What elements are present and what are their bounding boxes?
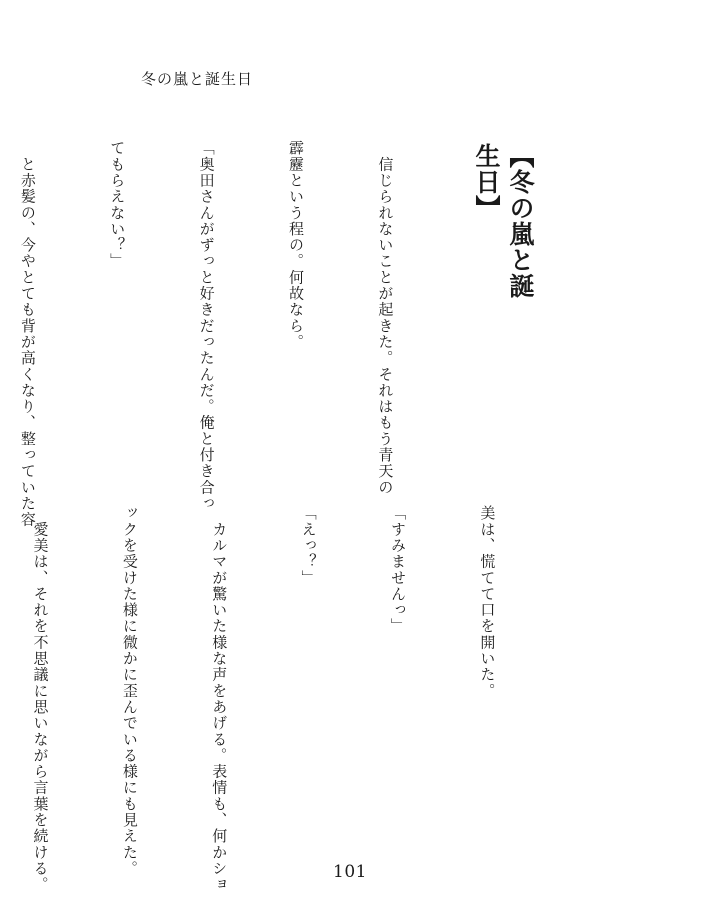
text-line: 「奥田さんがずっと好きだったんだ。俺と付き合っ [197,140,216,512]
text-line: 「えっ？」 [299,505,318,586]
page-number: 101 [333,862,367,882]
text-line: 信じられないことが起きた。それはもう青天の [376,140,395,496]
text-line: てもらえない？」 [108,140,127,270]
text-line: 美は、慌てて口を開いた。 [478,505,497,699]
chapter-title: 【冬の嵐と誕生日】 [472,143,535,299]
text-line: 霹靂という程の。何故なら。 [287,140,306,350]
running-head: 冬の嵐と誕生日 [141,70,254,88]
text-line: と赤髪の、今やとても背が高くなり、整っていた容 [18,140,37,528]
upper-text-block [0,140,459,528]
text-line: カルマが驚いた様な声をあげる。表情も、何かショ [210,505,229,893]
text-line: 「すみませんっ」 [389,505,408,635]
text-line: 愛美は、それを不思議に思いながら言葉を続ける。 [31,505,50,893]
text-line: ックを受けた様に微かに歪んでいる様にも見えた。 [120,505,139,877]
